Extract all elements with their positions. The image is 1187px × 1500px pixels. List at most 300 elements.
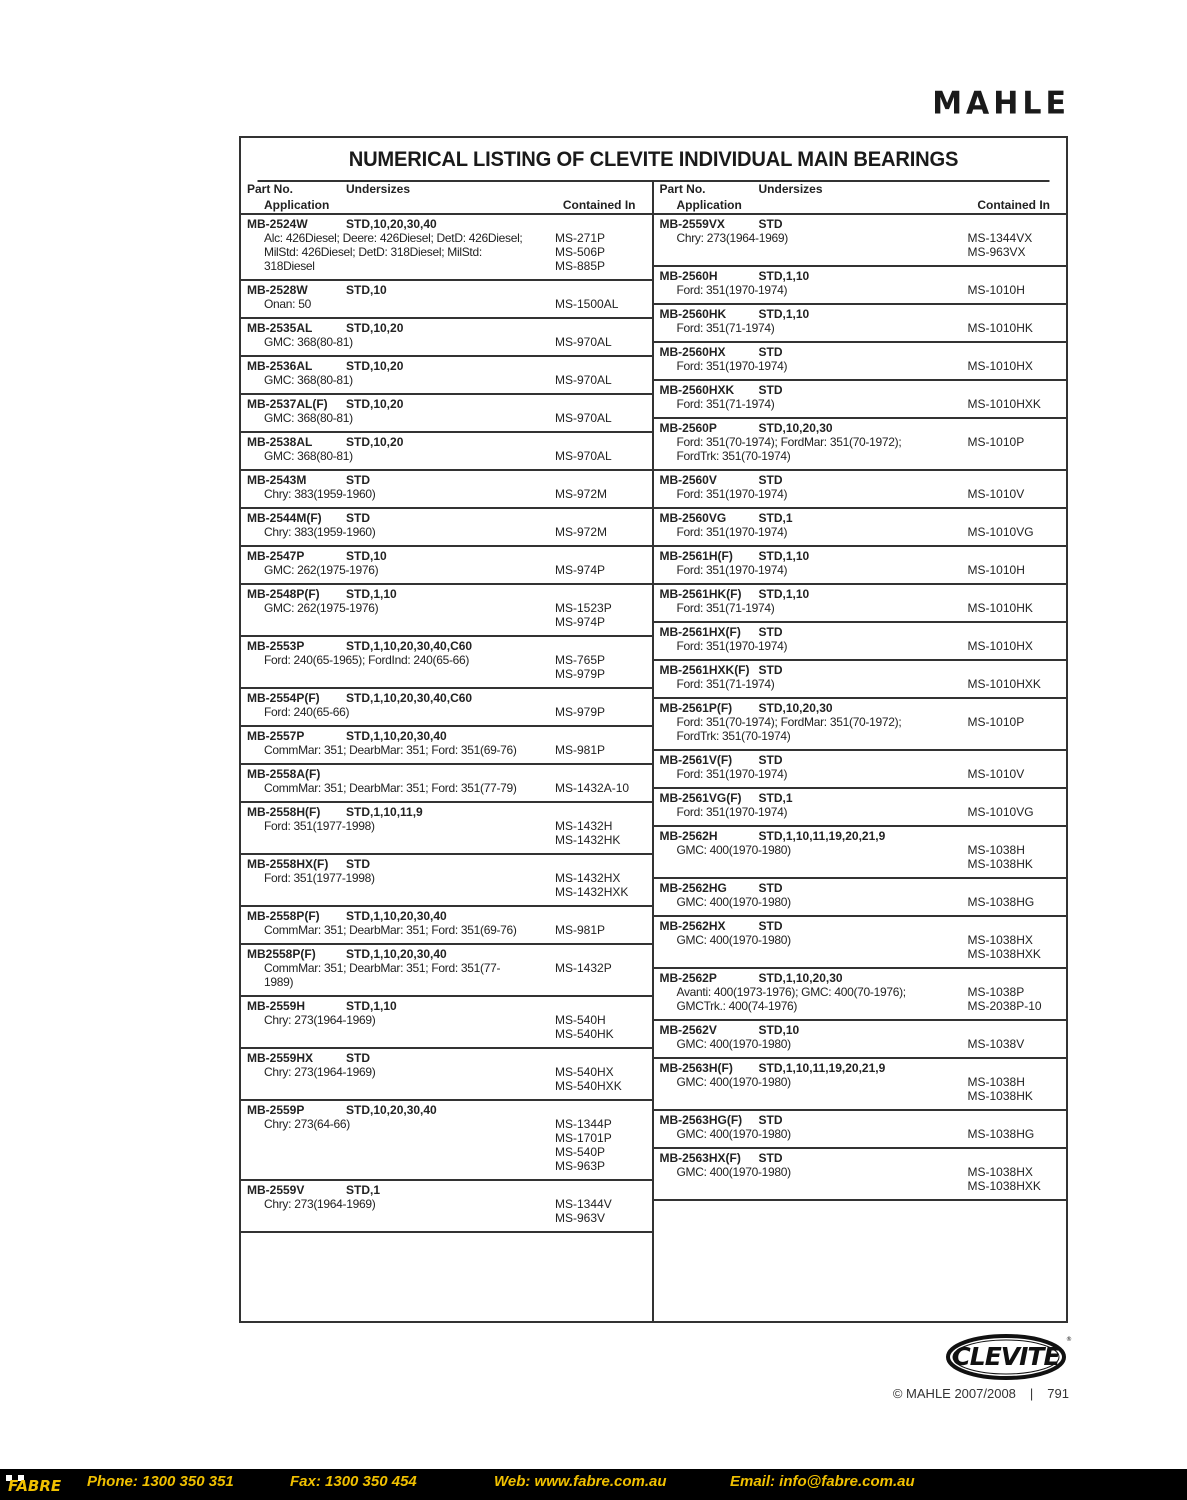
bearing-entry — [654, 751, 1067, 789]
header-undersizes: Undersizes — [758, 182, 823, 196]
application: GMC: 400(1970-1980) — [676, 1037, 791, 1051]
undersizes: STD — [758, 1113, 783, 1127]
undersizes: STD,10,20,30,40 — [346, 217, 437, 231]
undersizes: STD — [758, 1151, 783, 1165]
contained-in-set: MS-1432HK — [555, 833, 621, 847]
contained-in-set: MS-1010HK — [967, 321, 1033, 335]
application: Ford: 351(71-1974) — [676, 677, 775, 691]
part-number: MB-2558H(F) — [247, 805, 321, 819]
contained-in-set: MS-1010VG — [967, 805, 1034, 819]
part-number: MB-2553P — [247, 639, 305, 653]
contained-in-set: MS-974P — [555, 615, 606, 629]
application: CommMar: 351; DearbMar: 351; Ford: 351(77-79) — [264, 781, 517, 795]
contained-in-set: MS-970AL — [555, 411, 612, 425]
application: GMC: 368(80-81) — [264, 373, 353, 387]
contained-in-set: MS-1038HK — [967, 1089, 1033, 1103]
bearing-entry — [654, 1059, 1067, 1111]
contained-in — [944, 283, 1067, 297]
contained-in-set: MS-1010HXK — [967, 397, 1041, 411]
contained-in-set: MS-1500AL — [555, 297, 619, 311]
contained-in-set: MS-1038HXK — [967, 1179, 1041, 1193]
contained-in — [531, 1065, 652, 1093]
page-number: 791 — [1047, 1386, 1069, 1401]
bearing-entry — [241, 765, 652, 803]
bearing-entry — [654, 471, 1067, 509]
application: Chry: 273(1964-1969) — [264, 1065, 376, 1079]
undersizes: STD — [758, 663, 783, 677]
contained-in-set: MS-1010H — [967, 283, 1025, 297]
bearing-entry — [241, 637, 652, 689]
contained-in — [944, 715, 1067, 743]
part-number: MB2558P(F) — [247, 947, 316, 961]
application: Ford: 351(70-1974); FordMar: 351(70-1972); FordTrk: 351(70-1974) — [676, 435, 902, 463]
bearing-entry — [654, 699, 1067, 751]
bearing-entry — [241, 281, 652, 319]
contained-in-set: MS-1010V — [967, 767, 1025, 781]
application: Ford: 351(1970-1974) — [676, 487, 788, 501]
application: GMC: 400(1970-1980) — [676, 895, 791, 909]
column-header — [654, 180, 1067, 215]
application: Ford: 351(1970-1974) — [676, 563, 788, 577]
part-number: MB-2559HX — [247, 1051, 314, 1065]
application: CommMar: 351; DearbMar: 351; Ford: 351(69-76) — [264, 743, 517, 757]
undersizes: STD — [758, 919, 783, 933]
bearing-entry — [241, 395, 652, 433]
part-number: MB-2559VX — [659, 217, 725, 231]
contained-in — [531, 373, 652, 387]
undersizes: STD,1,10,20,30,40,C60 — [346, 691, 473, 705]
part-number: MB-2560VG — [659, 511, 727, 525]
contained-in — [944, 985, 1067, 1013]
contained-in-set: MS-1432A-10 — [555, 781, 630, 795]
application: Ford: 351(1970-1974) — [676, 805, 788, 819]
contained-in — [944, 767, 1067, 781]
application: GMC: 400(1970-1980) — [676, 933, 791, 947]
bearing-entry — [241, 855, 652, 907]
contained-in-set: MS-1344V — [555, 1197, 612, 1211]
undersizes: STD,10,20 — [346, 321, 404, 335]
contained-in-set: MS-963VX — [967, 245, 1026, 259]
contained-in — [531, 1117, 652, 1173]
contained-in-set: MS-1010V — [967, 487, 1025, 501]
page-footer — [893, 1386, 1069, 1401]
bearing-entry — [654, 419, 1067, 471]
bearing-entry — [241, 907, 652, 945]
part-number: MB-2561VG(F) — [659, 791, 742, 805]
undersizes: STD,10 — [346, 549, 387, 563]
application: Ford: 351(1977-1998) — [264, 819, 375, 833]
part-number: MB-2547P — [247, 549, 305, 563]
contained-in-set: MS-1010H — [967, 563, 1025, 577]
bearing-entry — [654, 623, 1067, 661]
application: GMC: 368(80-81) — [264, 411, 353, 425]
contained-in-set: MS-540P — [555, 1145, 606, 1159]
header-contained-in: Contained In — [562, 198, 636, 212]
part-number: MB-2561HX(F) — [659, 625, 741, 639]
undersizes: STD — [346, 857, 370, 871]
contained-in — [944, 639, 1067, 653]
contact-web[interactable]: Web: www.fabre.com.au — [494, 1473, 667, 1490]
application: Chry: 273(1964-1969) — [264, 1013, 376, 1027]
contained-in — [531, 1197, 652, 1225]
contained-in — [531, 705, 652, 719]
contained-in — [944, 435, 1067, 463]
bearing-entry — [654, 509, 1067, 547]
copyright: © MAHLE 2007/2008 — [892, 1386, 1016, 1401]
contained-in-set: MS-540H — [555, 1013, 606, 1027]
contained-in — [531, 411, 652, 425]
part-number: MB-2538AL — [247, 435, 313, 449]
left-column — [241, 180, 654, 1321]
bearing-entry — [654, 585, 1067, 623]
application: Chry: 273(64-66) — [264, 1117, 350, 1131]
contained-in-set: MS-1010P — [967, 435, 1025, 449]
contained-in — [944, 843, 1067, 871]
right-column — [654, 180, 1067, 1321]
contained-in-set: MS-540HK — [555, 1027, 614, 1041]
contained-in — [944, 805, 1067, 819]
bearing-entry — [241, 1101, 652, 1181]
undersizes: STD,1,10,11,19,20,21,9 — [758, 829, 886, 843]
header-undersizes: Undersizes — [346, 182, 411, 196]
contained-in — [944, 933, 1067, 961]
contained-in — [944, 525, 1067, 539]
part-number: MB-2558P(F) — [247, 909, 320, 923]
part-number: MB-2562HX — [659, 919, 726, 933]
right-entry-list — [654, 215, 1067, 1201]
undersizes: STD — [758, 383, 783, 397]
header-contained-in: Contained In — [977, 198, 1050, 212]
part-number: MB-2560HXK — [659, 383, 735, 397]
part-number: MB-2561V(F) — [659, 753, 733, 767]
undersizes: STD — [758, 753, 783, 767]
part-number: MB-2559H — [247, 999, 306, 1013]
contained-in — [531, 743, 652, 757]
application: Ford: 351(71-1974) — [676, 397, 775, 411]
contained-in-set: MS-1432HXK — [555, 885, 629, 899]
undersizes: STD — [346, 473, 370, 487]
undersizes: STD,1,10 — [758, 269, 810, 283]
application: Ford: 351(1970-1974) — [676, 767, 788, 781]
application: Ford: 240(65-1965); FordInd: 240(65-66) — [264, 653, 470, 667]
contained-in-set: MS-963V — [555, 1211, 606, 1225]
bearing-entry — [654, 1149, 1067, 1201]
undersizes: STD,1,10,20,30,40 — [346, 909, 447, 923]
contained-in-set: MS-765P — [555, 653, 606, 667]
bearing-entry — [241, 689, 652, 727]
contained-in-set: MS-1038HX — [967, 1165, 1033, 1179]
undersizes: STD,1,10,20,30,40,C60 — [346, 639, 473, 653]
undersizes: STD,1 — [758, 791, 793, 805]
application: GMC: 262(1975-1976) — [264, 563, 379, 577]
part-number: MB-2560V — [659, 473, 717, 487]
part-number: MB-2536AL — [247, 359, 313, 373]
contact-email[interactable]: Email: info@fabre.com.au — [730, 1473, 915, 1490]
part-number: MB-2563H(F) — [659, 1061, 733, 1075]
undersizes: STD,10,20,30 — [758, 421, 833, 435]
contained-in-set: MS-1010HX — [967, 359, 1033, 373]
contained-in — [944, 231, 1067, 259]
contained-in-set: MS-1344P — [555, 1117, 612, 1131]
contained-in-set: MS-1038HG — [967, 1127, 1035, 1141]
bearing-entry — [654, 789, 1067, 827]
undersizes: STD — [346, 511, 370, 525]
contained-in — [531, 335, 652, 349]
undersizes: STD,1,10 — [758, 549, 810, 563]
contained-in-set: MS-1432HX — [555, 871, 621, 885]
bearing-entry — [241, 727, 652, 765]
contained-in-set: MS-972M — [555, 525, 608, 539]
undersizes: STD,1,10 — [758, 307, 810, 321]
bearing-entry — [654, 305, 1067, 343]
bearing-entry — [654, 381, 1067, 419]
contained-in-set: MS-1523P — [555, 601, 612, 615]
bearing-entry — [654, 879, 1067, 917]
part-number: MB-2557P — [247, 729, 305, 743]
contained-in-set: MS-970AL — [555, 373, 612, 387]
bearing-entry — [241, 433, 652, 471]
undersizes: STD — [758, 345, 783, 359]
bearing-entry — [654, 215, 1067, 267]
application: GMC: 368(80-81) — [264, 335, 353, 349]
clevite-logo-text: CLEVITE — [952, 1342, 1060, 1371]
bearing-entry — [241, 319, 652, 357]
part-number: MB-2561H(F) — [659, 549, 733, 563]
application: Chry: 383(1959-1960) — [264, 487, 376, 501]
contained-in-set: MS-540HX — [555, 1065, 614, 1079]
bearing-entry — [241, 215, 652, 281]
bearing-listing-table — [239, 136, 1068, 1323]
application: Ford: 351(1970-1974) — [676, 283, 788, 297]
contained-in-set: MS-979P — [555, 667, 606, 681]
bearing-entry — [241, 997, 652, 1049]
header-application: Application — [264, 198, 330, 212]
contained-in — [944, 677, 1067, 691]
table-title: NUMERICAL LISTING OF CLEVITE INDIVIDUAL MAIN BEARINGS — [258, 138, 1050, 182]
contained-in-set: MS-979P — [555, 705, 606, 719]
contained-in — [531, 231, 652, 273]
undersizes: STD,10,20 — [346, 397, 404, 411]
part-number: MB-2560H — [659, 269, 718, 283]
contained-in — [944, 601, 1067, 615]
bearing-entry — [654, 917, 1067, 969]
part-number: MB-2563HG(F) — [659, 1113, 743, 1127]
application: GMC: 400(1970-1980) — [676, 1127, 791, 1141]
contained-in — [531, 563, 652, 577]
bearing-entry — [241, 803, 652, 855]
contained-in — [531, 871, 652, 899]
contained-in-set: MS-1038V — [967, 1037, 1025, 1051]
undersizes: STD,1,10,20,30,40 — [346, 729, 447, 743]
part-number: MB-2554P(F) — [247, 691, 320, 705]
part-number: MB-2560P — [659, 421, 717, 435]
application: Chry: 273(1964-1969) — [676, 231, 788, 245]
application: Alc: 426Diesel; Deere: 426Diesel; DetD: 426Diesel; MilStd: 426Diesel; DetD: 318Diesel; MilStd: 318Diesel — [264, 231, 523, 273]
contained-in-set: MS-1038HX — [967, 933, 1033, 947]
part-number: MB-2558HX(F) — [247, 857, 329, 871]
bearing-entry — [654, 661, 1067, 699]
undersizes: STD — [758, 473, 783, 487]
contained-in-set: MS-1010HK — [967, 601, 1033, 615]
contained-in — [944, 1127, 1067, 1141]
contained-in-set: MS-1038H — [967, 1075, 1025, 1089]
contained-in-set: MS-970AL — [555, 449, 612, 463]
contained-in — [531, 601, 652, 629]
contact-fax: Fax: 1300 350 454 — [290, 1473, 417, 1490]
part-number: MB-2562V — [659, 1023, 717, 1037]
bearing-entry — [241, 471, 652, 509]
contained-in-set: MS-1038H — [967, 843, 1025, 857]
part-number: MB-2560HK — [659, 307, 727, 321]
bearing-entry — [241, 945, 652, 997]
bearing-entry — [241, 1181, 652, 1233]
undersizes: STD — [758, 881, 783, 895]
part-number: MB-2559V — [247, 1183, 305, 1197]
bearing-entry — [654, 343, 1067, 381]
bearing-entry — [654, 1111, 1067, 1149]
contained-in-set: MS-970AL — [555, 335, 612, 349]
undersizes: STD,1,10,20,30,40 — [346, 947, 447, 961]
part-number: MB-2561P(F) — [659, 701, 733, 715]
contained-in-set: MS-1432H — [555, 819, 613, 833]
contained-in-set: MS-974P — [555, 563, 606, 577]
part-number: MB-2562P — [659, 971, 717, 985]
undersizes: STD — [346, 1051, 370, 1065]
clevite-logo — [946, 1333, 1070, 1381]
contact-phone: Phone: 1300 350 351 — [87, 1473, 234, 1490]
bearing-entry — [241, 547, 652, 585]
contained-in — [944, 1165, 1067, 1193]
mahle-logo: MAHLE — [932, 85, 1070, 122]
application: Ford: 240(65-66) — [264, 705, 350, 719]
contained-in-set: MS-1010P — [967, 715, 1025, 729]
contained-in — [944, 895, 1067, 909]
undersizes: STD,10,20,30,40 — [346, 1103, 437, 1117]
application: GMC: 262(1975-1976) — [264, 601, 379, 615]
undersizes: STD,10 — [346, 283, 387, 297]
contained-in — [944, 359, 1067, 373]
contained-in-set: MS-981P — [555, 743, 606, 757]
contained-in — [531, 961, 652, 989]
part-number: MB-2563HX(F) — [659, 1151, 741, 1165]
contained-in-set: MS-1701P — [555, 1131, 612, 1145]
contained-in-set: MS-271P — [555, 231, 606, 245]
part-number: MB-2561HK(F) — [659, 587, 742, 601]
part-number: MB-2537AL(F) — [247, 397, 328, 411]
bearing-entry — [241, 1049, 652, 1101]
application: Ford: 351(71-1974) — [676, 601, 775, 615]
application: Ford: 351(71-1974) — [676, 321, 775, 335]
undersizes: STD,10 — [758, 1023, 800, 1037]
footer-separator: | — [1029, 1386, 1034, 1401]
part-number: MB-2559P — [247, 1103, 305, 1117]
undersizes: STD,10,20 — [346, 435, 404, 449]
bearing-entry — [654, 969, 1067, 1021]
undersizes: STD,1,10 — [346, 999, 397, 1013]
contained-in-set: MS-1038HXK — [967, 947, 1041, 961]
contained-in — [531, 819, 652, 847]
undersizes: STD,1 — [758, 511, 793, 525]
bearing-entry — [241, 357, 652, 395]
contained-in — [944, 1075, 1067, 1103]
application: Ford: 351(70-1974); FordMar: 351(70-1972); FordTrk: 351(70-1974) — [676, 715, 902, 743]
contained-in — [531, 449, 652, 463]
contained-in — [531, 653, 652, 681]
contained-in — [531, 297, 652, 311]
part-number: MB-2524W — [247, 217, 308, 231]
undersizes: STD,1,10,11,19,20,21,9 — [758, 1061, 886, 1075]
contained-in-set: MS-1010HXK — [967, 677, 1041, 691]
bearing-entry — [241, 509, 652, 547]
application: Ford: 351(1977-1998) — [264, 871, 375, 885]
part-number: MB-2544M(F) — [247, 511, 322, 525]
part-number: MB-2558A(F) — [247, 767, 321, 781]
application: Ford: 351(1970-1974) — [676, 525, 788, 539]
contained-in — [531, 1013, 652, 1041]
contained-in — [531, 923, 652, 937]
application: GMC: 400(1970-1980) — [676, 1075, 791, 1089]
application: GMC: 400(1970-1980) — [676, 843, 791, 857]
svg-text:®: ® — [1066, 1336, 1072, 1343]
contained-in-set: MS-1432P — [555, 961, 612, 975]
application: Chry: 383(1959-1960) — [264, 525, 376, 539]
application: Ford: 351(1970-1974) — [676, 359, 788, 373]
header-part-no: Part No. — [247, 182, 294, 196]
part-number: MB-2535AL — [247, 321, 313, 335]
contained-in-set: MS-1344VX — [967, 231, 1033, 245]
undersizes: STD,10,20 — [346, 359, 404, 373]
contained-in-set: MS-1038HG — [967, 895, 1035, 909]
contained-in-set: MS-1038HK — [967, 857, 1033, 871]
part-number: MB-2562HG — [659, 881, 727, 895]
undersizes: STD,10,20,30 — [758, 701, 833, 715]
part-number: MB-2528W — [247, 283, 308, 297]
header-application: Application — [676, 198, 742, 212]
contained-in-set: MS-963P — [555, 1159, 606, 1173]
header-part-no: Part No. — [659, 182, 706, 196]
contained-in-set: MS-2038P-10 — [967, 999, 1042, 1013]
contained-in-set: MS-981P — [555, 923, 606, 937]
undersizes: STD — [758, 217, 783, 231]
undersizes: STD,1 — [346, 1183, 381, 1197]
contained-in — [944, 321, 1067, 335]
bearing-entry — [654, 1021, 1067, 1059]
bearing-entry — [654, 547, 1067, 585]
contained-in-set: MS-1038P — [967, 985, 1025, 999]
contained-in-set: MS-540HXK — [555, 1079, 622, 1093]
contained-in — [944, 397, 1067, 411]
undersizes: STD — [758, 625, 783, 639]
application: Ford: 351(1970-1974) — [676, 639, 788, 653]
fabre-logo — [4, 1473, 76, 1495]
bearing-entry — [654, 827, 1067, 879]
part-number: MB-2562H — [659, 829, 718, 843]
bearing-entry — [654, 267, 1067, 305]
contained-in — [944, 487, 1067, 501]
contained-in — [531, 781, 652, 795]
application: Avanti: 400(1973-1976); GMC: 400(70-1976); GMCTrk.: 400(74-1976) — [676, 985, 906, 1013]
contained-in — [944, 563, 1067, 577]
application: GMC: 368(80-81) — [264, 449, 353, 463]
application: Onan: 50 — [264, 297, 311, 311]
undersizes: STD,1,10,20,30 — [758, 971, 843, 985]
undersizes: STD,1,10 — [346, 587, 397, 601]
part-number: MB-2543M — [247, 473, 307, 487]
contained-in-set: MS-885P — [555, 259, 606, 273]
part-number: MB-2561HXK(F) — [659, 663, 750, 677]
column-header — [241, 180, 652, 215]
bearing-entry — [241, 585, 652, 637]
